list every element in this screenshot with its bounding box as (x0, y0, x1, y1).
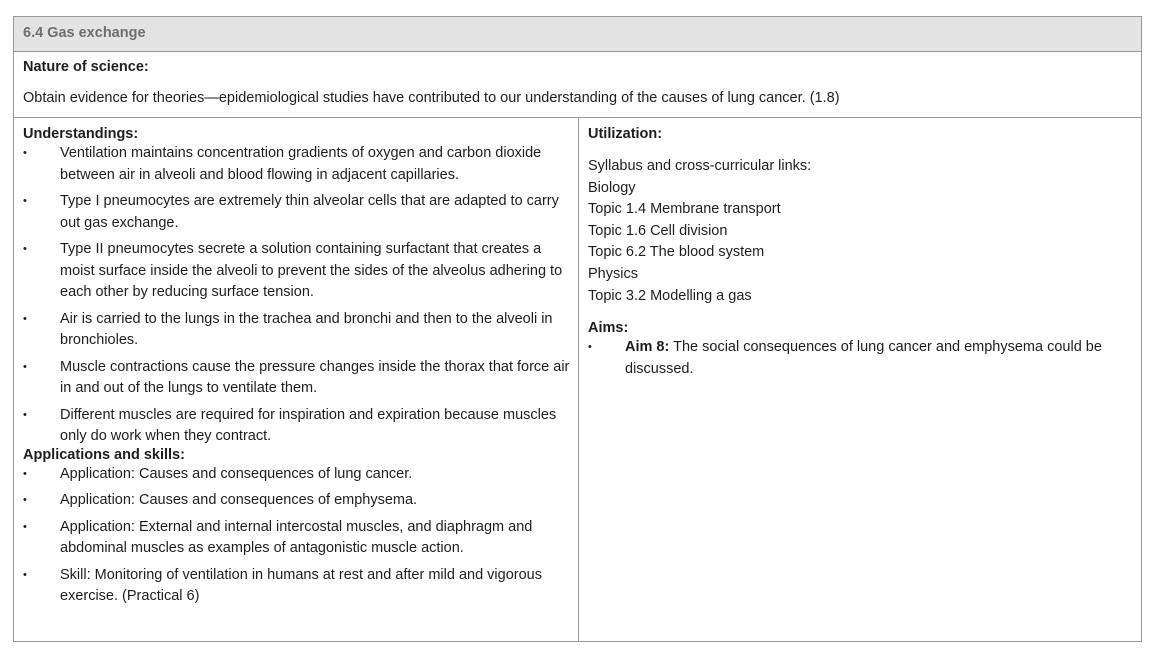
list-item-text: Type II pneumocytes secrete a solution containing surfactant that creates a moist surface inside the alveoli to prevent the sides of the alveolus adhering to each other by reducing surface tension. (60, 241, 563, 300)
applications-heading: Applications and skills: (23, 446, 185, 463)
list-item (23, 239, 570, 304)
list-item-text: Ventilation maintains concentration gradients of oxygen and carbon dioxide between air in alveoli and blood flowing in adjacent capillaries. (60, 145, 542, 183)
bullet: • (23, 360, 27, 373)
list-item-text: Skill: Monitoring of ventilation in humans at rest and after mild and vigorous exercise. (Practical 6) (60, 566, 542, 604)
nature-of-science-section (14, 52, 1141, 118)
topic-header (14, 17, 1141, 52)
aims-list (588, 337, 1141, 380)
utilization-line: Topic 3.2 Modelling a gas (588, 287, 752, 304)
applications-list (23, 464, 578, 608)
list-item (23, 490, 570, 512)
list-item (23, 191, 570, 234)
utilization-line: Syllabus and cross-curricular links: (588, 158, 812, 174)
utilization-line: Topic 1.6 Cell division (588, 222, 728, 239)
list-item (588, 337, 1105, 380)
bullet: • (23, 494, 27, 506)
bullet: • (23, 520, 27, 533)
list-item-text: Type I pneumocytes are extremely thin alveolar cells that are adapted to carry out gas exchange. (60, 193, 559, 231)
list-item (23, 309, 570, 352)
list-item-text: Application: Causes and consequences of lung cancer. (60, 465, 413, 482)
list-item-text: Application: External and internal intercostal muscles, and diaphragm and abdominal muscles as examples of antagonistic muscle action. (60, 518, 533, 556)
bullet: • (23, 467, 27, 480)
utilization-links (588, 156, 1141, 307)
nature-of-science-text: Obtain evidence for theories—epidemiological studies have contributed to our understanding of the causes of lung cancer. (1.8) (23, 90, 840, 106)
list-item-text: Application: Causes and consequences of emphysema. (60, 492, 418, 508)
list-item-text: Muscle contractions cause the pressure changes inside the thorax that force air in and out of the lungs to ventilate them. (60, 358, 570, 396)
list-item-text: Air is carried to the lungs in the trachea and bronchi and then to the alveoli in bronchioles. (60, 310, 553, 348)
bullet: • (23, 195, 27, 207)
list-item (23, 143, 570, 186)
list-item (23, 357, 570, 400)
list-item-text: Different muscles are required for inspiration and expiration because muscles only do work when they contract. (60, 406, 557, 444)
bullet: • (23, 312, 27, 325)
understandings-heading: Understandings: (23, 126, 139, 142)
left-column (14, 118, 579, 641)
utilization-line: Biology (588, 179, 636, 196)
utilization-line: Topic 6.2 The blood system (588, 244, 765, 261)
understandings-list (23, 143, 578, 448)
bullet: • (23, 408, 27, 421)
list-item (23, 517, 570, 560)
syllabus-table (13, 16, 1142, 642)
topic-title: 6.4 Gas exchange (23, 25, 146, 41)
list-item (23, 565, 570, 608)
nature-of-science-heading: Nature of science: (23, 59, 149, 75)
utilization-line: Topic 1.4 Membrane transport (588, 201, 781, 218)
bullet: • (23, 568, 27, 581)
aims-heading: Aims: (588, 320, 629, 337)
aim-label: Aim 8: (625, 339, 670, 356)
right-column (579, 118, 1141, 641)
utilization-line: Physics (588, 265, 638, 282)
content-columns (14, 118, 1141, 641)
aim-text: The social consequences of lung cancer and emphysema could be discussed. (625, 339, 1102, 377)
utilization-heading: Utilization: (588, 126, 663, 142)
bullet: • (588, 341, 592, 354)
list-item (23, 405, 570, 448)
list-item (23, 464, 570, 486)
bullet: • (23, 147, 27, 159)
bullet: • (23, 243, 27, 255)
